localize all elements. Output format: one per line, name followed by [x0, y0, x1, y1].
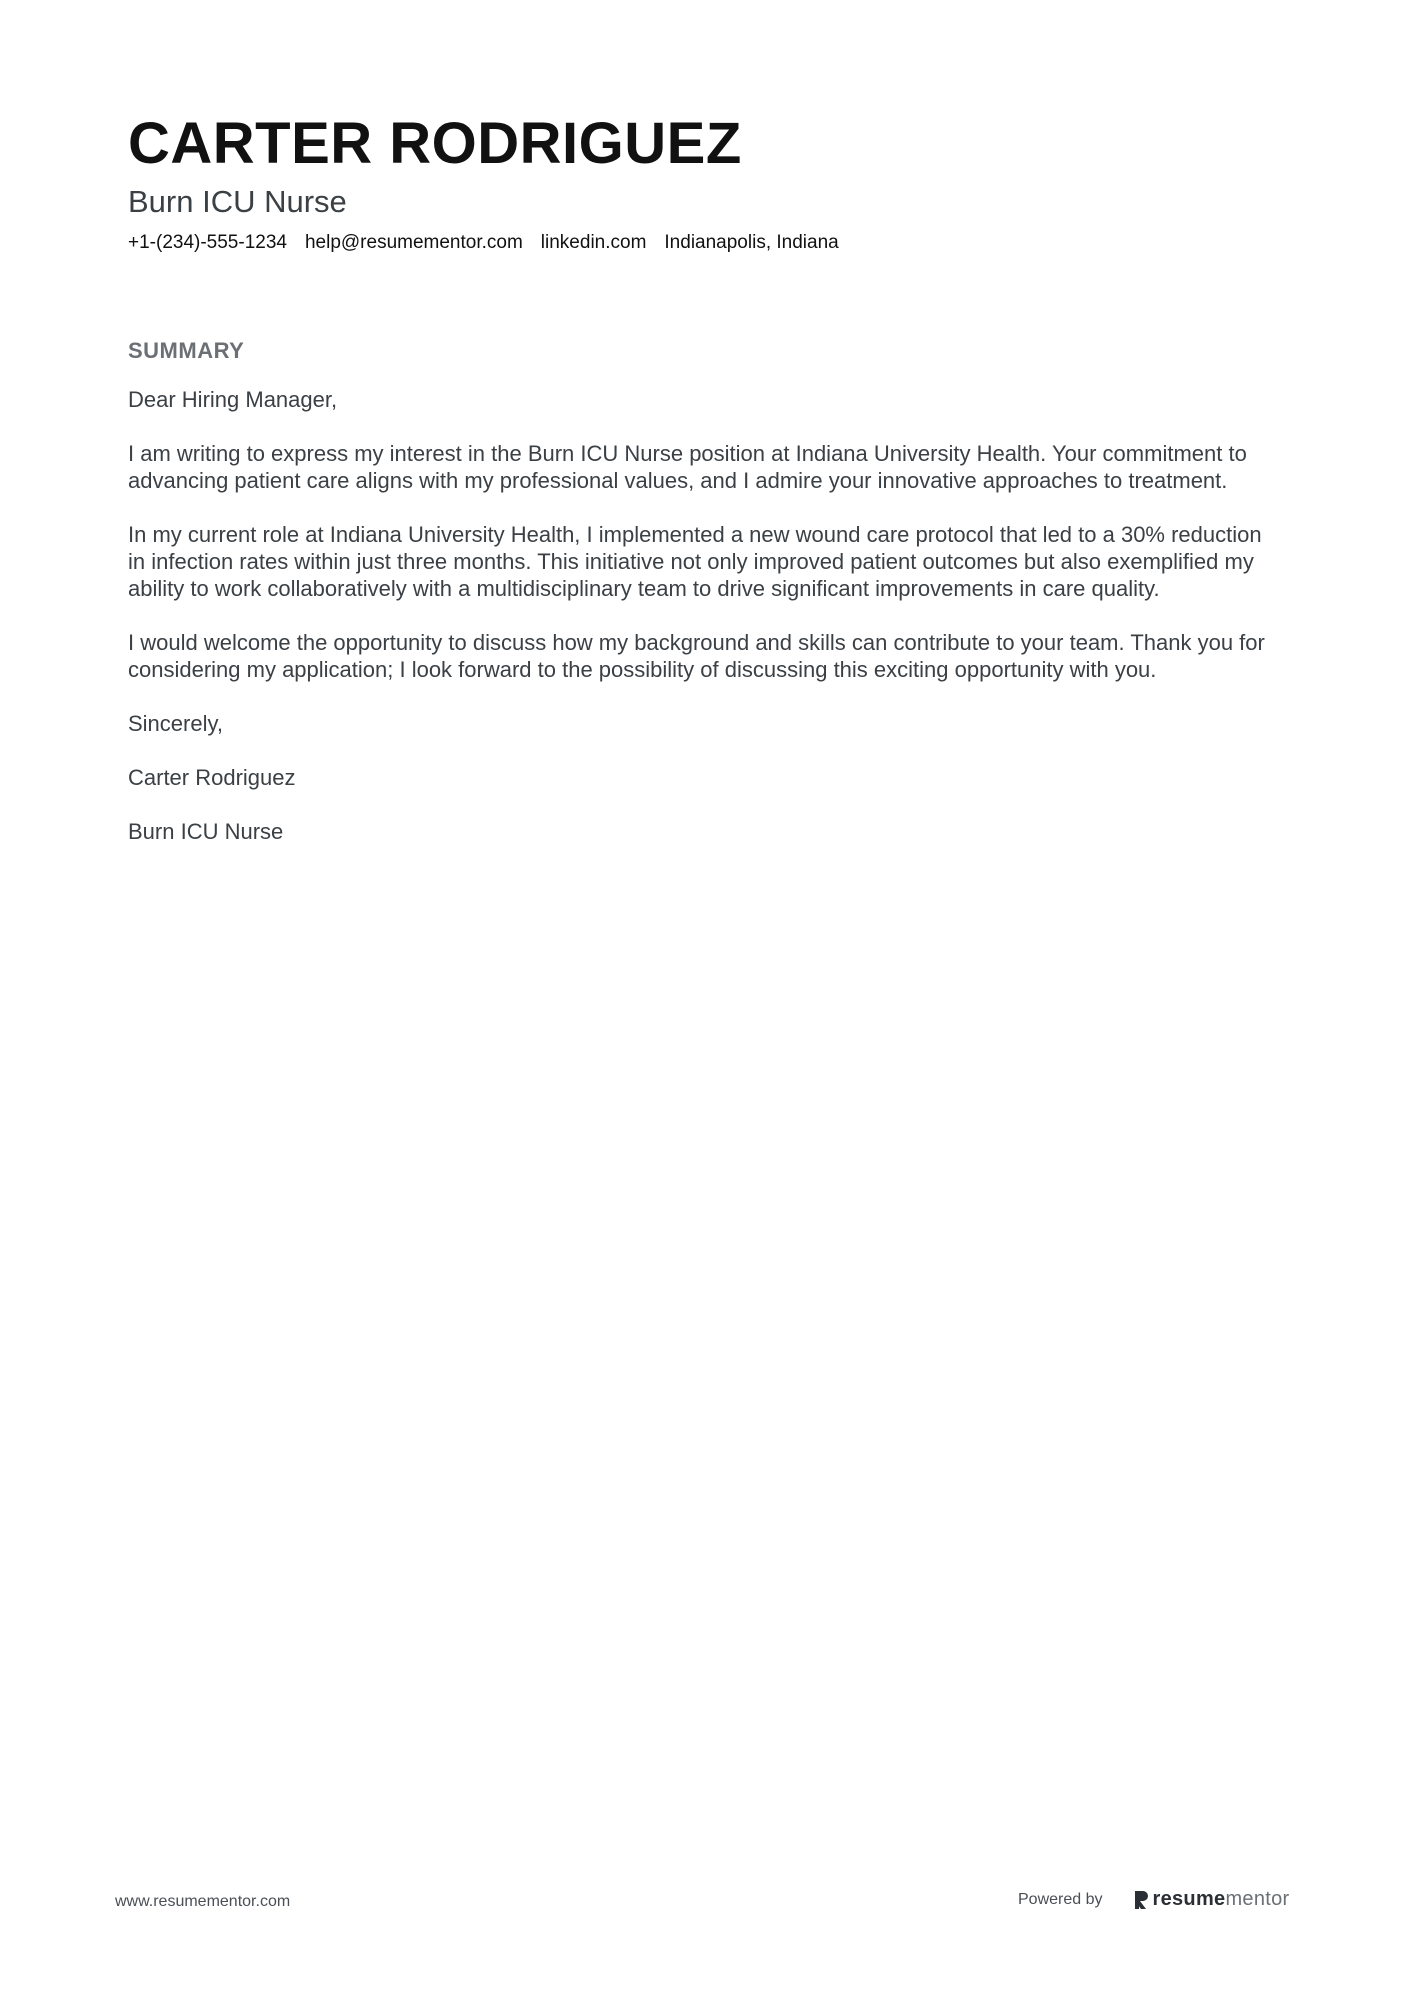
- applicant-name: CARTER RODRIGUEZ: [128, 111, 742, 176]
- contact-linkedin: linkedin.com: [540, 232, 647, 253]
- cover-letter-page: [128, 108, 1288, 872]
- signature-title: Burn ICU Nurse: [128, 819, 284, 844]
- letter-paragraph: I am writing to express my interest in the Burn ICU Nurse position at Indiana University Health. Your commitment to advancing patient care aligns with my professional values, and I admire your innovative approaches to treatment.: [128, 441, 1247, 493]
- powered-by-label: Powered by: [1018, 1890, 1103, 1908]
- resumementor-logo-icon: [1133, 1890, 1149, 1910]
- letter-salutation: Dear Hiring Manager,: [128, 387, 338, 412]
- letter-paragraph: I would welcome the opportunity to discuss how my background and skills can contribute to your team. Thank you for considering my application; I look forward to the possibility of discussing this exciting opportunity with you.: [128, 630, 1265, 682]
- footer-branding: [1018, 1888, 1290, 1911]
- applicant-title: Burn ICU Nurse: [128, 184, 347, 219]
- contact-location: Indianapolis, Indiana: [664, 232, 839, 253]
- logo-text-bold: resume: [1152, 1888, 1226, 1910]
- footer-website[interactable]: www.resumementor.com: [115, 1893, 291, 1910]
- logo-text-light: mentor: [1225, 1888, 1290, 1910]
- contact-phone: +1-(234)-555-1234: [128, 232, 287, 253]
- signature-name: Carter Rodriguez: [128, 765, 296, 790]
- letter-closing: Sincerely,: [128, 711, 223, 736]
- letter-body: [128, 386, 1278, 845]
- letter-paragraph: In my current role at Indiana University Health, I implemented a new wound care protocol that led to a 30% reduction in infection rates within just three months. This initiative not only improved patient outcomes but also exemplified my ability to work collaboratively with a multidisciplinary team to drive significant improvements in care quality.: [128, 522, 1262, 601]
- section-heading-summary: SUMMARY: [128, 338, 245, 363]
- resumementor-logo[interactable]: [1133, 1888, 1290, 1911]
- contact-email: help@resumementor.com: [304, 232, 523, 253]
- contact-info: [128, 230, 1288, 256]
